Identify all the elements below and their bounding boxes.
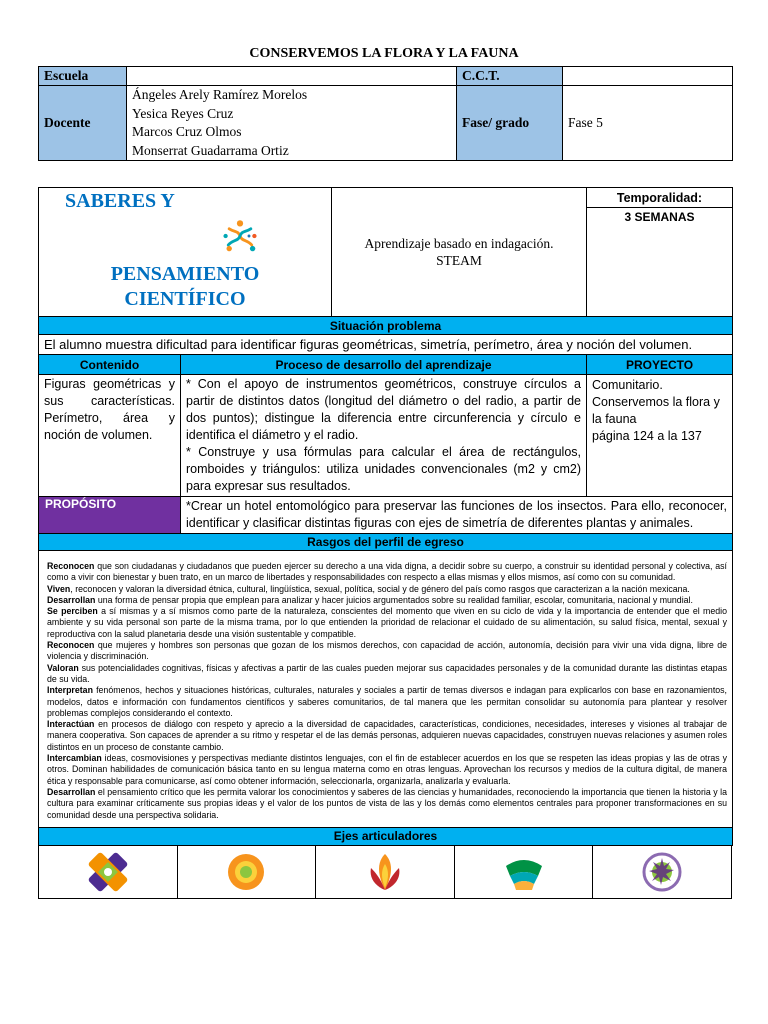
interculturalidad-icon	[363, 850, 407, 894]
temporalidad-label: Temporalidad:	[587, 188, 733, 208]
fase-value: Fase 5	[563, 86, 733, 161]
metodologia-line1: Aprendizaje basado en indagación.	[364, 236, 554, 251]
proyecto-line: página 124 a la 137	[592, 429, 702, 443]
ejes-table	[38, 845, 732, 899]
metodologia	[332, 188, 587, 317]
escuela-label: Escuela	[39, 67, 127, 86]
docente-name: Ángeles Arely Ramírez Morelos	[132, 87, 308, 102]
metodologia-line2: STEAM	[436, 253, 482, 268]
docentes-list	[127, 86, 457, 161]
page-title: CONSERVEMOS LA FLORA Y LA FAUNA	[249, 46, 519, 61]
rasgo-item: Valoran sus potencialidades cognitivas, físicas y afectivas a partir de las cuales pueden mejorar sus capacidades personales y de la comunidad durante las distintas etapas de su vida.	[47, 662, 727, 684]
rasgos-header: Rasgos del perfil de egreso	[39, 534, 733, 551]
proceso-header: Proceso de desarrollo del aprendizaje	[181, 355, 587, 375]
eje-cell	[177, 846, 316, 899]
campo-formativo	[39, 188, 332, 317]
cct-label: C.C.T.	[457, 67, 563, 86]
eje-cell	[316, 846, 455, 899]
proyecto-text	[587, 375, 733, 497]
proposito-label: PROPÓSITO	[39, 497, 181, 534]
cct-value	[563, 67, 733, 86]
campo-title-line2	[39, 262, 331, 312]
docente-name: Marcos Cruz Olmos	[132, 124, 242, 139]
docente-name: Yesica Reyes Cruz	[132, 105, 234, 121]
pensamiento-critico-icon	[224, 850, 268, 894]
header-table	[38, 66, 733, 161]
campo-title-pensamiento: PENSAMIENTO	[110, 263, 260, 285]
vida-saludable-icon	[502, 850, 546, 894]
rasgos-text	[39, 551, 733, 828]
proyecto-header: PROYECTO	[587, 355, 733, 375]
situacion-text: El alumno muestra dificultad para identificar figuras geométricas, simetría, perímetro, área y noción del volumen.	[39, 335, 733, 355]
contenido-header: Contenido	[39, 355, 181, 375]
campo-title-cientifico: CIENTÍFICO	[124, 288, 246, 310]
inclusion-icon	[86, 850, 130, 894]
docente-name: Monserrat Guadarrama Ortiz	[132, 142, 289, 158]
planning-table	[38, 187, 733, 846]
proposito-text: *Crear un hotel entomológico para preservar las funciones de los insectos. Para ello, reconocer, identificar y clasificar distintas figuras con ejes de simetría de diferentes plantas y animales.	[181, 497, 733, 534]
rasgo-item: Intercambian ideas, cosmovisiones y perspectivas mediante distintos lenguajes, con el fin de establecer acuerdos en los que se respeten las ideas propias y las de otras y otros. Dominan habilidades de comunicación básica tanto en su lengua materna como en otras lenguas. Aprovechan los recursos y medios de la cultura digital, de manera ética y responsable para comunicarse, así como obtener información, seleccionarla, organizarla, analizarla y evaluarla.	[47, 753, 727, 786]
temporalidad-value: 3 SEMANAS	[587, 208, 733, 317]
fase-label: Fase/ grado	[457, 86, 563, 161]
eje-cell	[454, 846, 593, 899]
situacion-header: Situación problema	[39, 317, 733, 335]
rasgo-item: Interactúan en procesos de diálogo con respeto y aprecio a la diversidad de capacidades, características, condiciones, necesidades, intereses y visiones al trabajar de manera cooperativa. Son capaces de aprender a su ritmo y respetar el de las demás personas, adquieren nuevas capacidades, construyen nuevas relaciones y asumen roles distintos en un proceso de constante cambio.	[47, 719, 727, 752]
rasgo-item: Interpretan fenómenos, hechos y situaciones históricas, culturales, naturales y sociales a partir de temas diversos e indagan para explicarlos con base en razonamientos, modelos, datos e información con fundamentos científicos y saberes comunitarios, de tal manera que les permitan consolidar su autonomía para plantear y resolver problemas complejos considerando el contexto.	[47, 685, 727, 718]
rasgo-item: Reconocen que mujeres y hombres son personas que gozan de los mismos derechos, con capacidad de acción, autonomía, decisión para vivir una vida digna, libre de violencia y discriminación.	[47, 640, 727, 662]
proyecto-line: Comunitario.	[592, 378, 663, 392]
proyecto-line: Conservemos la flora y la fauna	[592, 395, 720, 426]
campo-title-line1: SABERES Y	[65, 190, 175, 212]
ejes-header: Ejes articuladores	[39, 827, 733, 845]
rasgo-item: Desarrollan una forma de pensar propia que emplean para analizar y hacer juicios argumentados sobre su realidad familiar, escolar, comunitaria, nacional y mundial.	[47, 594, 693, 605]
rasgo-item: Viven, reconocen y valoran la diversidad étnica, cultural, lingüística, sexual, política, social y de género del país como rasgos que caracterizan a la nación mexicana.	[47, 583, 690, 594]
proceso-item: * Con el apoyo de instrumentos geométricos, construye círculos a partir de distintos datos (longitud del diámetro o del radio, a partir de dos puntos); distingue la diferencia entre circunferencia y círculo e identifica el diámetro y el radio.	[186, 377, 581, 442]
docente-label: Docente	[39, 86, 127, 161]
rasgo-item: Desarrollan el pensamiento crítico que les permita valorar los conocimientos y saberes de las ciencias y humanidades, reconociendo la importancia que tienen la historia y la cultura para examinar críticamente sus propias ideas y el valor de los puntos de vista de las y los demás como elementos centrales para proponer transformaciones en su comunidad desde una perspectiva solidaria.	[47, 786, 727, 820]
proceso-item: * Construye y usa fórmulas para calcular el área de rectángulos, romboides y triángulos: utiliza unidades convencionales (m2 y cm2) para expresar sus resultados.	[186, 445, 581, 493]
contenido-text: Figuras geométricas y sus características. Perímetro, área y noción de volumen.	[39, 375, 181, 497]
rasgo-item: Reconocen que son ciudadanas y ciudadanos que pueden ejercer su derecho a una vida digna, a decidir sobre su cuerpo, a construir su identidad personal y colectiva, así como a vivir con bienestar y buen trato, en un marco de libertades y responsabilidades con respecto a ellas mismas y ellos mismos, así como con su comunidad.	[47, 561, 727, 583]
escuela-value	[127, 67, 457, 86]
saberes-campo-icon	[222, 218, 258, 254]
eje-cell	[39, 846, 178, 899]
rasgo-item: Se perciben a sí mismas y a sí mismos como parte de la naturaleza, conscientes del momento que viven en su ciclo de vida y la importancia de entender que el medio ambiente y su vida personal son parte de la misma trama, por lo que entienden la prioridad de relacionar el cuidado de su alimentación, su salud física, mental, sexual y reproductiva con la salud planetaria desde una visión sustentable y compatible.	[47, 606, 727, 639]
igualdad-de-genero-icon	[640, 850, 684, 894]
proceso-text	[181, 375, 587, 497]
eje-cell	[593, 846, 732, 899]
